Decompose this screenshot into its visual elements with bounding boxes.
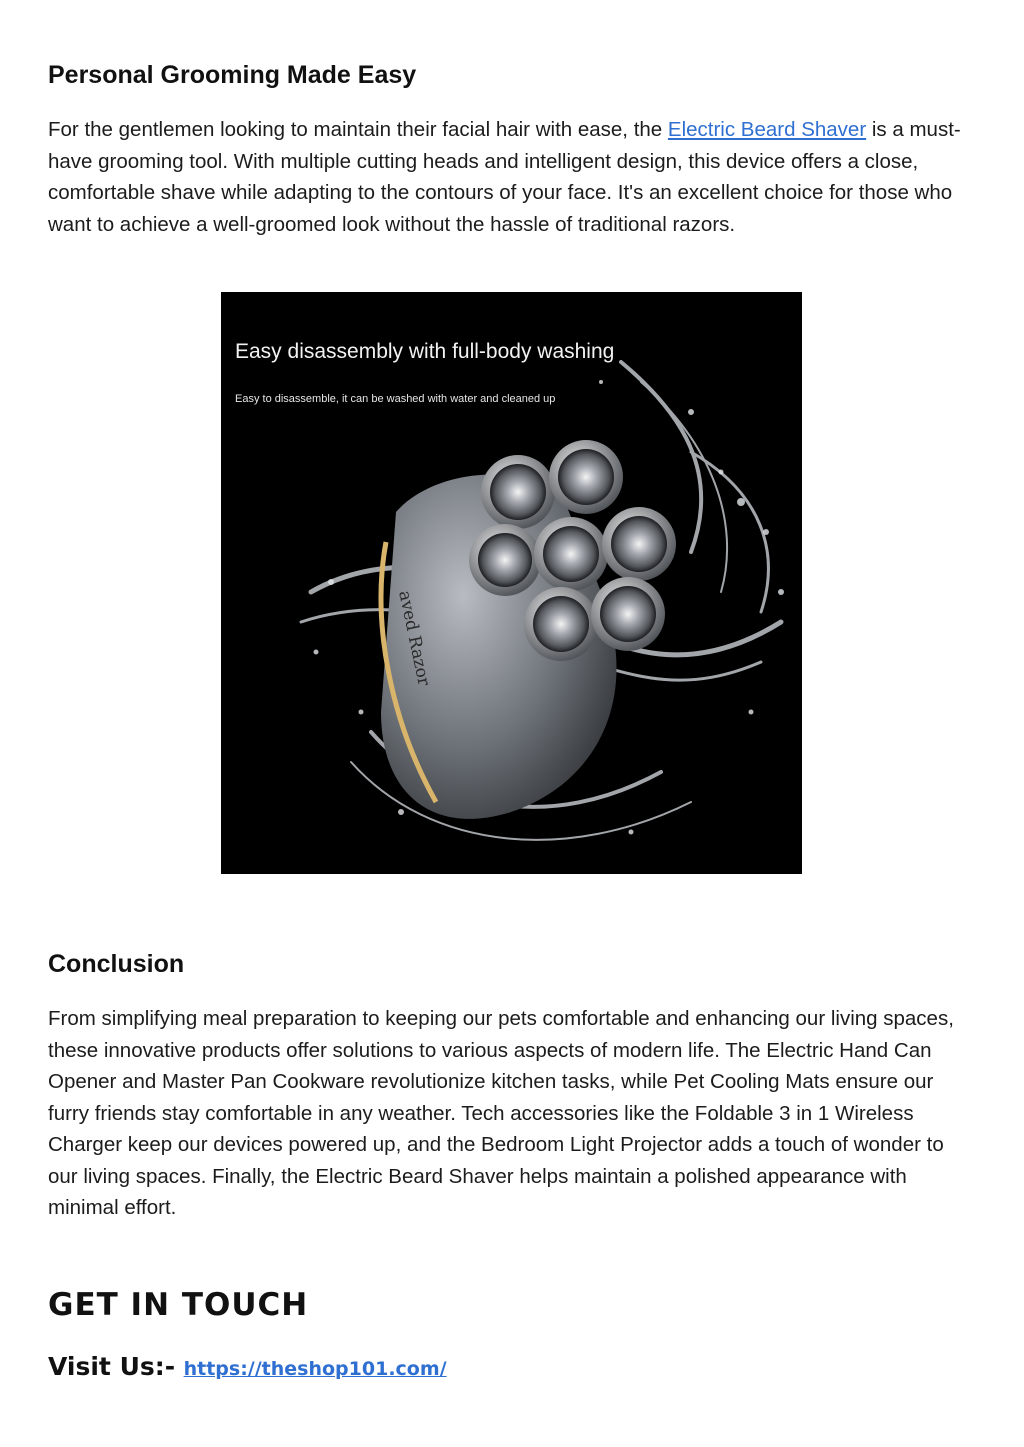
product-image [221, 292, 802, 874]
conclusion-heading: Conclusion [48, 950, 185, 978]
shaver-illustration [221, 292, 802, 874]
conclusion-paragraph: From simplifying meal preparation to keeping our pets comfortable and enhancing our living spaces, these innovative products offer solutions to various aspects of modern life. The Electric Hand Can Opener and Master Pan Cookware revolutionize kitchen tasks, while Pet Cooling Mats ensure our furry friends stay comfortable in any weather. Tech accessories like the Foldable 3 in 1 Wireless Charger keep our devices powered up, and the Bedroom Light Projector adds a touch of wonder to our living spaces. Finally, the Electric Beard Shaver helps maintain a polished appearance with minimal effort. [48, 1007, 954, 1219]
grooming-paragraph [48, 114, 978, 240]
image-subtitle: Easy to disassemble, it can be washed with water and cleaned up [235, 393, 556, 405]
electric-beard-shaver-link[interactable]: Electric Beard Shaver [667, 118, 867, 141]
shop-website-link[interactable]: https://theshop101.com/ [183, 1358, 447, 1380]
visit-us-line [48, 1352, 447, 1381]
grooming-text-before: For the gentlemen looking to maintain their facial hair with ease, the [48, 118, 668, 141]
grooming-text-after: is a must-have grooming tool. With multiple cutting heads and intelligent design, this device offers a close, comfortable shave while adapting to the contours of your face. It's an excellent choice for those who want to achieve a well-groomed look without the hassle of traditional razors. [48, 118, 961, 236]
get-in-touch-heading: GET IN TOUCH [48, 1287, 309, 1323]
grooming-heading: Personal Grooming Made Easy [48, 61, 417, 89]
shaver-engraving: aved Razor [394, 588, 434, 688]
visit-us-label: Visit Us:- [48, 1352, 176, 1381]
image-title: Easy disassembly with full-body washing [235, 340, 615, 363]
